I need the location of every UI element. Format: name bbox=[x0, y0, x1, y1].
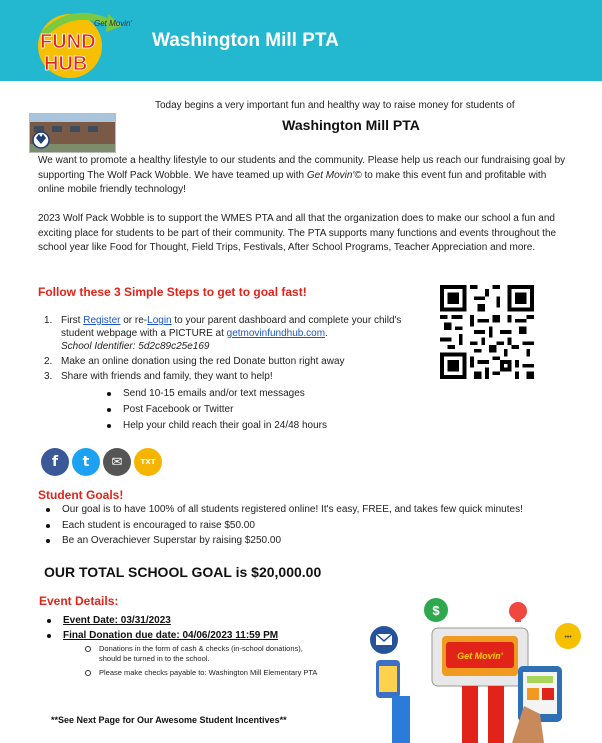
donation-due-date bbox=[47, 628, 327, 678]
share-tips bbox=[107, 387, 430, 432]
tablet-brand-text: Get Movin' bbox=[457, 651, 503, 661]
step-3-text: Share with friends and family, they want to help! bbox=[61, 371, 273, 382]
goal-item: Be an Overachiever Superstar by raising $250.00 bbox=[46, 533, 523, 549]
steps-list bbox=[40, 314, 430, 435]
login-link[interactable]: Login bbox=[147, 315, 172, 326]
event-notes bbox=[85, 644, 327, 678]
email-icon[interactable]: ✉ bbox=[103, 448, 131, 476]
event-note: Please make checks payable to: Washington Mill Elementary PTA bbox=[85, 668, 327, 678]
goal-item: Our goal is to have 100% of all students registered online! It's easy, FREE, and takes few quick minutes! bbox=[46, 502, 523, 518]
brand-name: Get Movin'© bbox=[306, 169, 362, 181]
event-note: Donations in the form of cash & checks (in-school donations), should be turned in to the school. bbox=[85, 644, 327, 664]
facebook-icon[interactable]: f bbox=[41, 448, 69, 476]
chat-icon: ••• bbox=[564, 634, 572, 641]
header-title: Washington Mill PTA bbox=[152, 30, 339, 51]
share-tip: Post Facebook or Twitter bbox=[107, 403, 430, 416]
school-identifier: School Identifier: 5d2c89c25e169 bbox=[61, 341, 210, 352]
fundraising-illustration bbox=[362, 596, 582, 743]
total-school-goal: OUR TOTAL SCHOOL GOAL is $20,000.00 bbox=[44, 564, 322, 580]
logo-word-hub: HUB bbox=[44, 53, 88, 75]
logo-word-fund: FUND bbox=[40, 31, 96, 53]
step-2-text: Make an online donation using the red Donate button right away bbox=[61, 356, 345, 367]
paragraph-mission bbox=[38, 154, 568, 198]
goals-heading: Student Goals! bbox=[38, 488, 124, 502]
step-3-number: 3. bbox=[44, 371, 53, 382]
event-heading: Event Details: bbox=[39, 594, 119, 608]
event-date bbox=[47, 613, 327, 628]
step-1-rest: to your parent dashboard and complete your child's student webpage with a PICTURE at bbox=[61, 315, 402, 339]
txt-icon[interactable]: TXT bbox=[134, 448, 162, 476]
step-1-first: First bbox=[61, 315, 84, 326]
goal-item: Each student is encouraged to raise $50.00 bbox=[46, 518, 523, 534]
footer-note: **See Next Page for Our Awesome Student Incentives** bbox=[51, 715, 287, 725]
logo-tagline: Get Movin' bbox=[94, 19, 132, 28]
goals-list bbox=[46, 502, 523, 549]
intro-line: Today begins a very important fun and healthy way to raise money for students of bbox=[155, 100, 515, 111]
paragraph-mission-end: to make this event fun and profitable with online mobile friendly technology! bbox=[38, 169, 547, 195]
paragraph-purpose: 2023 Wolf Pack Wobble is to support the WMES PTA and all that the organization does to make our school a fun and exciting place for students to be part of their community. The PTA supports many functions and events throughout the school year like Food for Thought, Field Trips, Festivals, After School Programs, Teacher Appreciation and more. bbox=[38, 213, 557, 253]
event-details bbox=[47, 613, 327, 682]
step-1 bbox=[40, 314, 430, 353]
fundhub-site-link[interactable]: getmovinfundhub.com bbox=[226, 328, 326, 339]
share-tip: Send 10-15 emails and/or text messages bbox=[107, 387, 430, 400]
steps-heading: Follow these 3 Simple Steps to get to goal fast! bbox=[38, 285, 307, 299]
twitter-icon[interactable]: t bbox=[72, 448, 100, 476]
step-1-period: . bbox=[325, 328, 328, 339]
page-header bbox=[0, 0, 602, 81]
step-2 bbox=[40, 355, 430, 368]
fundhub-logo bbox=[32, 6, 132, 78]
step-1-or: or re- bbox=[120, 315, 148, 326]
qr-code[interactable] bbox=[440, 285, 534, 379]
donation-due-text: Final Donation due date: 04/06/2023 11:59 PM bbox=[63, 630, 279, 641]
step-3 bbox=[40, 370, 430, 432]
step-2-number: 2. bbox=[44, 356, 53, 367]
register-link[interactable]: Register bbox=[83, 315, 121, 326]
paragraph-mission-start: We want to promote a healthy lifestyle to our students and the community. Please help us reach our fundraising goal by supporting The Wolf Pack Wobble. We have teamed up with bbox=[38, 155, 566, 181]
event-date-text: Event Date: 03/31/2023 bbox=[63, 615, 171, 626]
share-tip: Help your child reach their goal in 24/48 hours bbox=[107, 419, 430, 432]
intro-school-name: Washington Mill PTA bbox=[282, 117, 420, 133]
coin-icon: $ bbox=[432, 603, 440, 618]
step-1-number: 1. bbox=[44, 315, 53, 326]
